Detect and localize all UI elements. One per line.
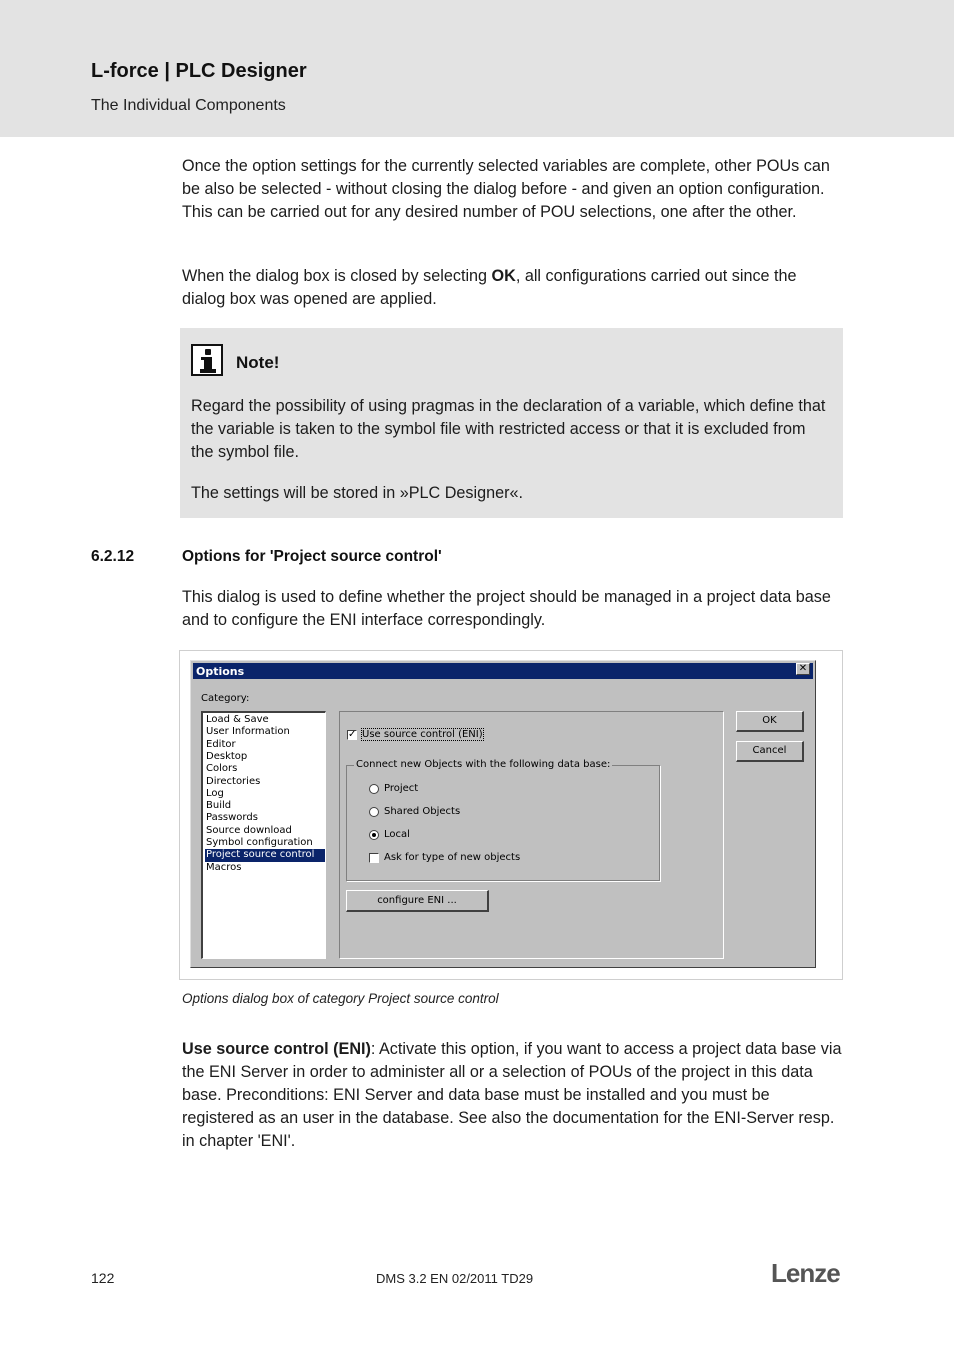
category-item-colors[interactable]: Colors: [206, 763, 238, 775]
category-item-directories[interactable]: Directories: [206, 775, 261, 787]
dialog-titlebar: [193, 663, 813, 679]
category-item-source-download[interactable]: Source download: [206, 824, 292, 836]
page-number: 122: [91, 1270, 115, 1286]
paragraph-use-source-control: Use source control (ENI): Activate this option, if you want to access a project data base via the ENI Server in order to administer all or a selection of POUs of the project in this data base. Preconditions: ENI Server and data base must be installed and you must be registered as an user in the database. See also the documentation for the ENI-Server resp. in chapter 'ENI'.: [182, 1040, 842, 1150]
category-label: Category:: [201, 693, 250, 704]
category-item-desktop[interactable]: Desktop: [206, 750, 248, 762]
document-title: L-force | PLC Designer: [91, 60, 307, 82]
dialog-title: Options: [196, 665, 245, 678]
section-number: 6.2.12: [91, 548, 135, 565]
category-list[interactable]: [201, 711, 326, 959]
ask-type-checkbox[interactable]: [369, 853, 379, 863]
figure-caption: Options dialog box of category Project source control: [182, 991, 499, 1006]
database-group-label: Connect new Objects with the following data base:: [356, 759, 611, 770]
shared-objects-radio-label[interactable]: Shared Objects: [384, 806, 461, 817]
local-radio-label[interactable]: Local: [384, 829, 410, 840]
paragraph-dialog-purpose: This dialog is used to define whether the project should be managed in a project data base and to configure the ENI interface correspondingly.: [182, 588, 831, 629]
local-radio[interactable]: [369, 830, 379, 840]
use-source-control-label[interactable]: Use source control (ENI): [362, 729, 483, 740]
note-text: Regard the possibility of using pragmas in the declaration of a variable, which define that the variable is taken to the symbol file with restricted access or that it is excluded from the symbol file.: [191, 397, 826, 461]
options-dialog: [190, 660, 816, 968]
ask-type-label[interactable]: Ask for type of new objects: [384, 852, 521, 863]
cancel-button[interactable]: Cancel: [736, 741, 804, 762]
paragraph-dialog-close: When the dialog box is closed by selecting OK, all configurations carried out since the dialog box was opened are applied.: [182, 267, 797, 308]
category-item-macros[interactable]: Macros: [206, 861, 242, 873]
category-item-log[interactable]: Log: [206, 787, 224, 799]
category-item-build[interactable]: Build: [206, 800, 232, 812]
note-settings-text: The settings will be stored in »PLC Designer«.: [191, 484, 524, 502]
ok-button[interactable]: OK: [736, 711, 804, 732]
ok-emphasis: OK: [491, 267, 516, 285]
paragraph-pou-selection: Once the option settings for the currently selected variables are complete, other POUs can be also be selected - without closing the dialog before - and given an option configuration. This can be carried out for any desired number of POU selections, one after the other.: [182, 157, 830, 221]
project-radio-label[interactable]: Project: [384, 783, 419, 794]
category-item-passwords[interactable]: Passwords: [206, 812, 258, 824]
project-radio[interactable]: [369, 784, 379, 794]
document-subtitle: The Individual Components: [91, 97, 286, 114]
note-title: Note!: [236, 353, 280, 372]
close-icon[interactable]: ✕: [796, 663, 810, 675]
category-item-editor[interactable]: Editor: [206, 738, 236, 750]
lenze-logo: Lenze: [771, 1258, 840, 1288]
use-source-control-checkbox[interactable]: ✓: [348, 729, 357, 740]
shared-objects-radio[interactable]: [369, 807, 379, 817]
category-item-project-source-control[interactable]: Project source control: [205, 849, 325, 861]
document-reference: DMS 3.2 EN 02/2011 TD29: [376, 1271, 534, 1286]
use-source-control-term: Use source control (ENI): [182, 1040, 371, 1058]
category-item-load-save[interactable]: Load & Save: [206, 714, 269, 725]
note-box: [180, 328, 843, 518]
section-title: Options for 'Project source control': [182, 548, 442, 565]
category-item-symbol-configuration[interactable]: Symbol configuration: [206, 837, 313, 848]
info-icon: [191, 344, 223, 376]
configure-eni-button[interactable]: configure ENI ...: [346, 890, 489, 912]
category-item-user-information[interactable]: User Information: [206, 726, 290, 738]
